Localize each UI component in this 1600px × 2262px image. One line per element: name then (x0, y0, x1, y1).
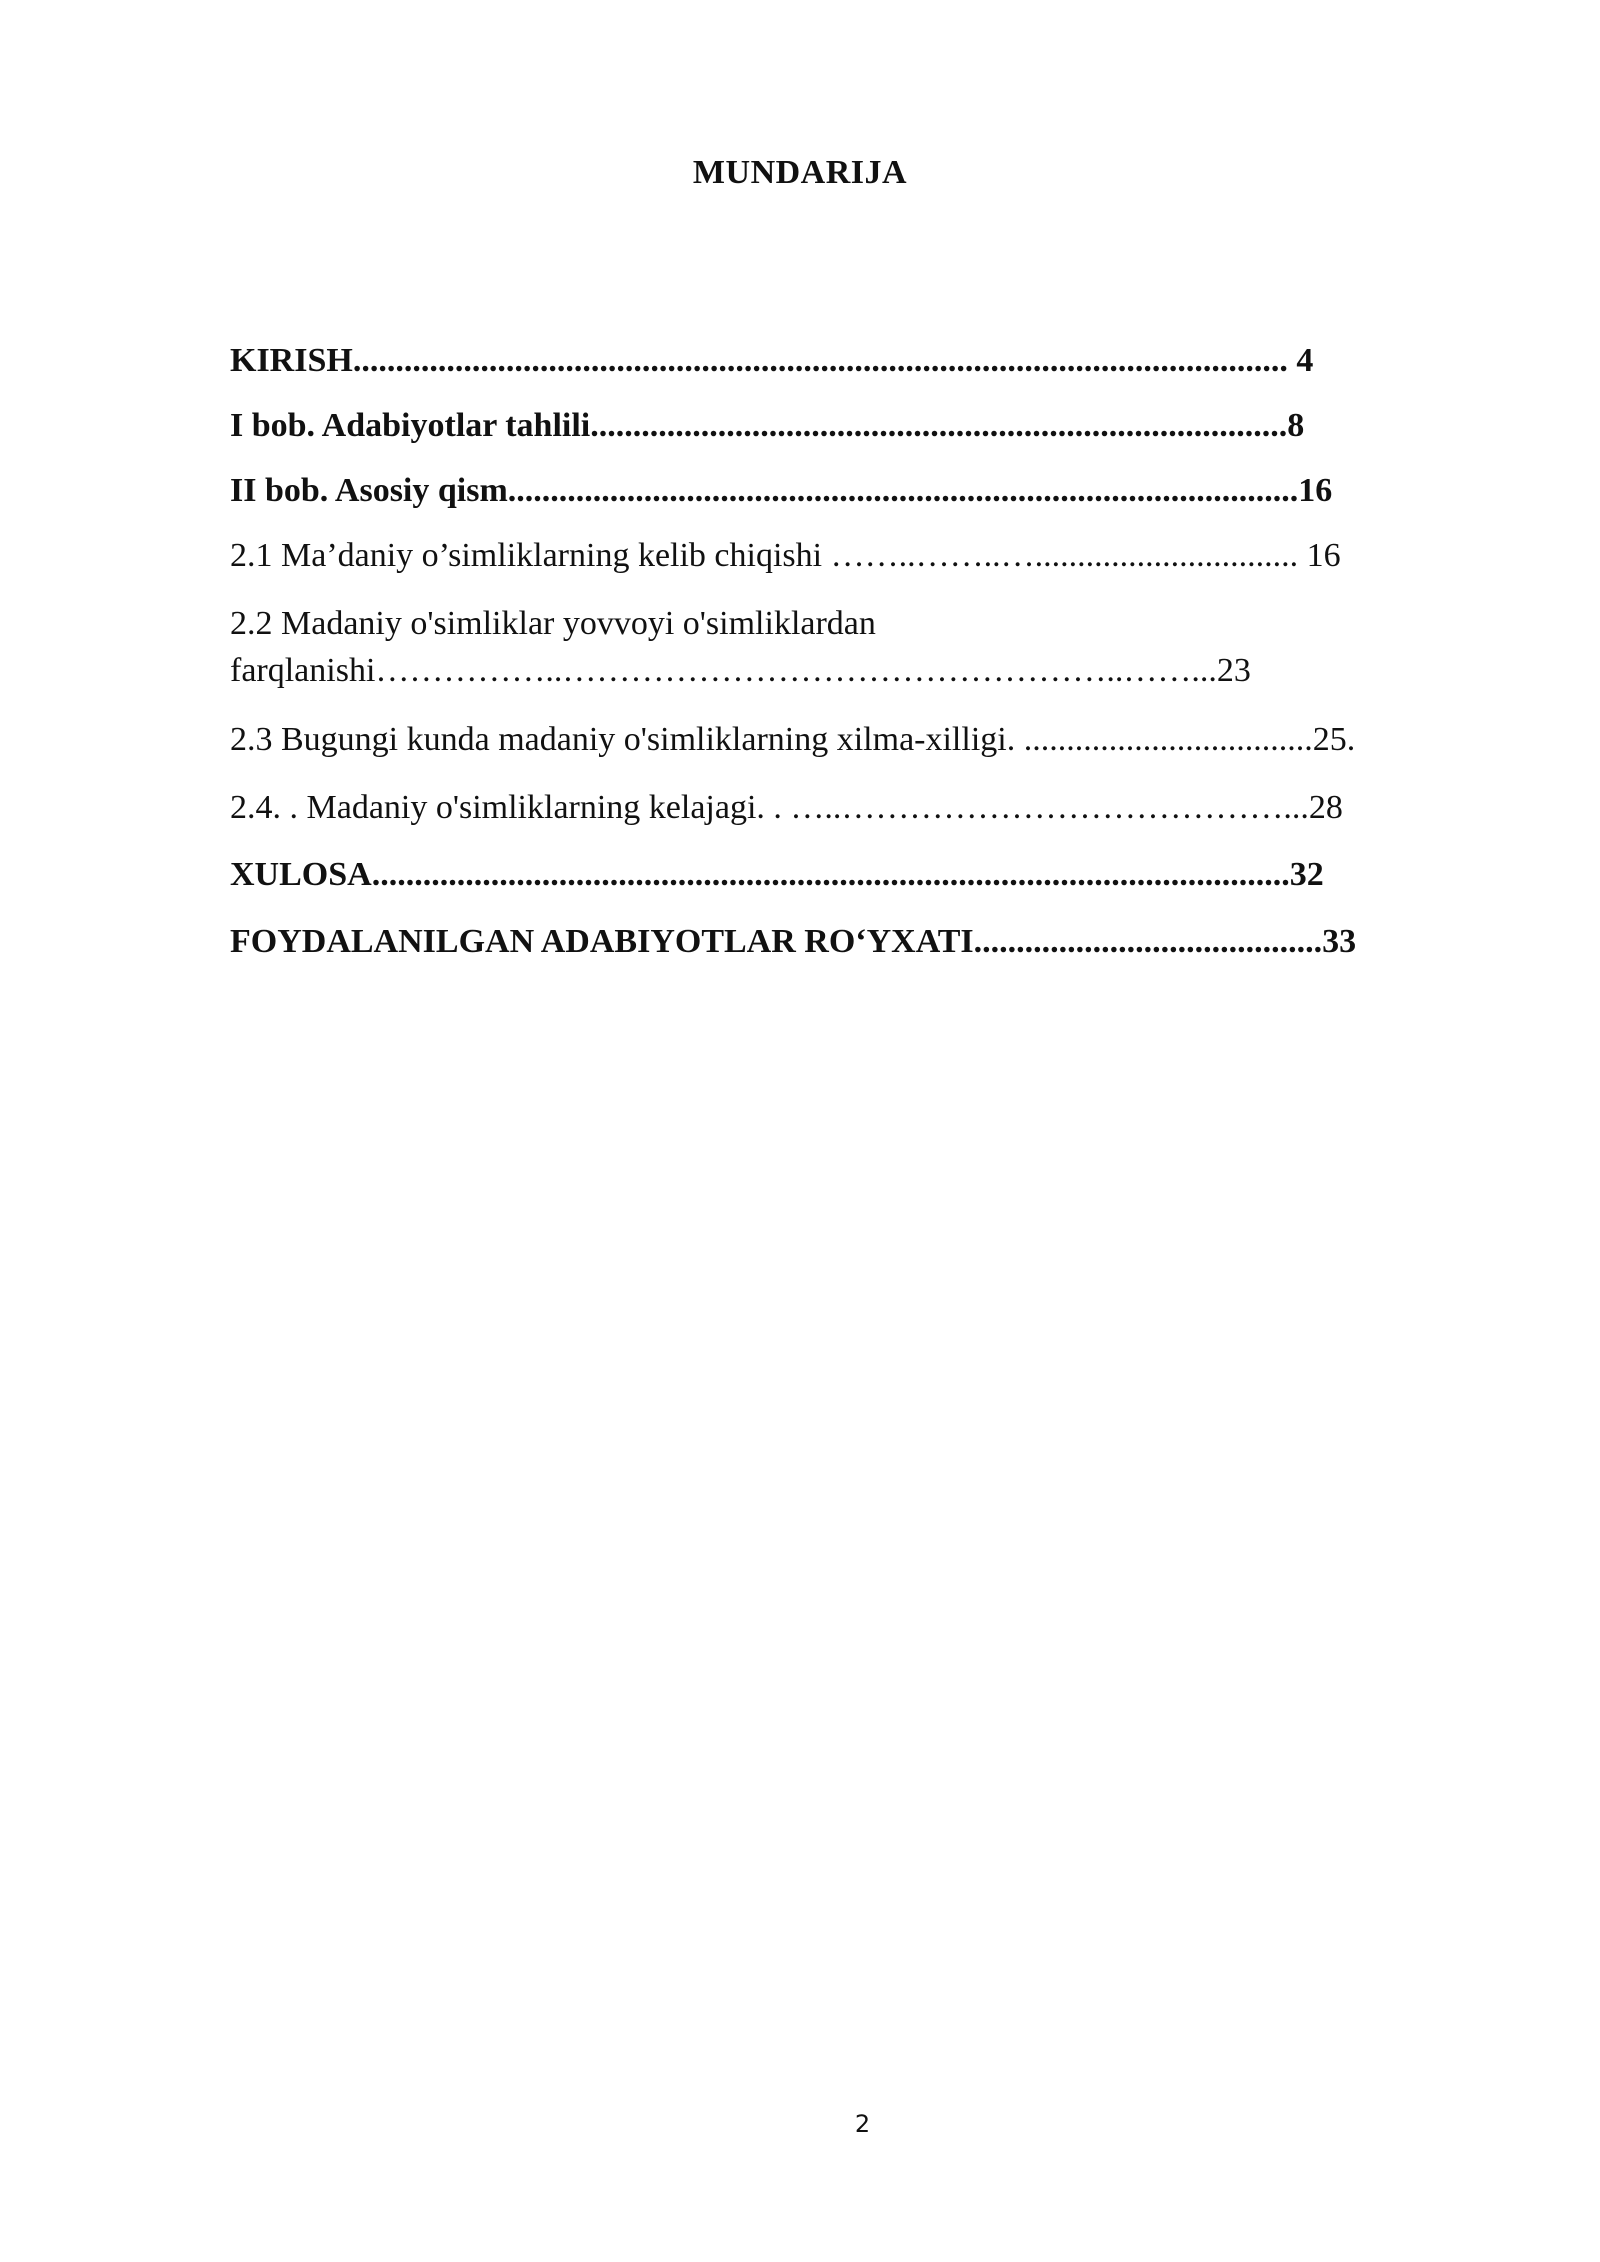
toc-entry-kirish[interactable]: KIRISH.............................................................................................................. 4 (230, 342, 1314, 379)
toc-entry-chapter-2[interactable]: II bob. Asosiy qism.............................................................................................16 (230, 472, 1333, 509)
toc-entry-section-2-1[interactable]: 2.1 Ma’daniy o’simliklarning kelib chiqishi ……..……..…............................... 16 (230, 537, 1341, 574)
toc-entry-chapter-1[interactable]: I bob. Adabiyotlar tahlili..................................................................................8 (230, 407, 1305, 444)
toc-entry-section-2-4[interactable]: 2.4. . Madaniy o'simliklarning kelajagi. . …..…………………………………...28 (230, 789, 1343, 826)
toc-entry-section-2-2-line-1[interactable]: 2.2 Madaniy o'simliklar yovvoyi o'simliklardan (230, 605, 876, 642)
toc-entry-references[interactable]: FOYDALANILGAN ADABIYOTLAR RO‘YXATI.........................................33 (230, 923, 1357, 960)
toc-entry-section-2-3[interactable]: 2.3 Bugungi kunda madaniy o'simliklarning xilma-xilligi. ..................................25. (230, 721, 1356, 758)
page-title: MUNDARIJA (692, 154, 908, 191)
page-number: 2 (854, 2110, 871, 2138)
toc-entry-section-2-2-line-2[interactable]: farqlanishi……………..…………………………………………..……...23 (230, 652, 1251, 689)
toc-entry-xulosa[interactable]: XULOSA............................................................................................................32 (230, 856, 1324, 893)
